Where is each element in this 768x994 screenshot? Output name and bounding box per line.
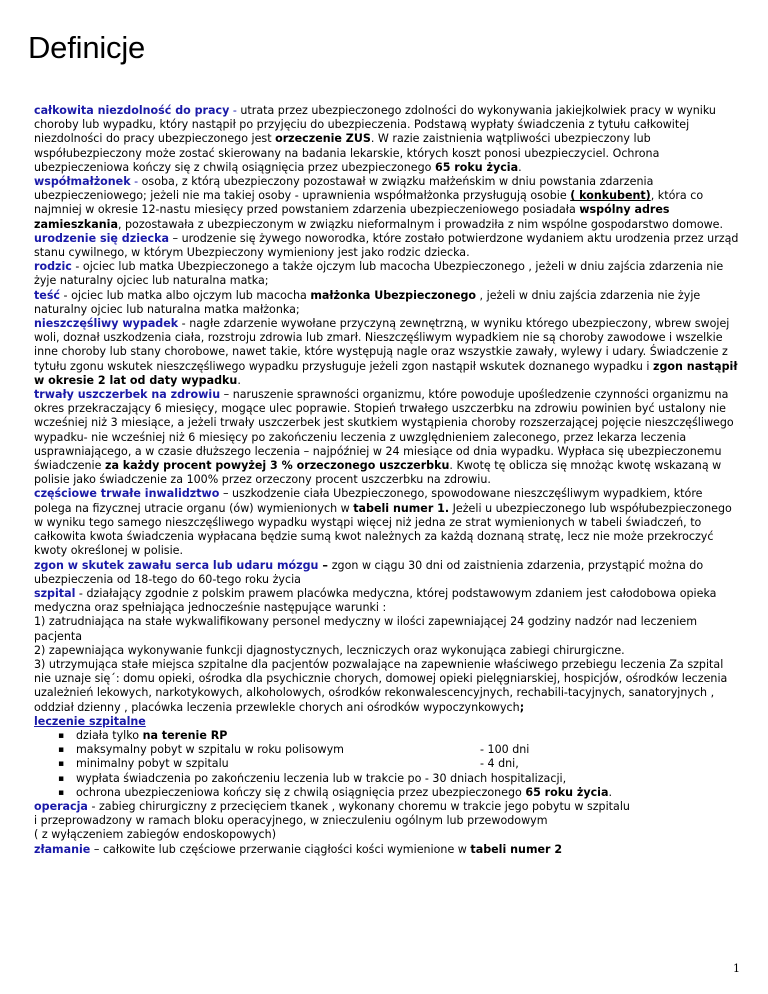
definition-tesc: teść - ojciec lub matka albo ojczym lub macocha małżonka Ubezpieczonego , jeżeli w dniu zajścia zdarzenia nie żyje naturalny ojciec lub naturalna matka małżonka; bbox=[34, 288, 701, 316]
definition-nieszczesliwy-wypadek: nieszczęśliwy wypadek - nagłe zdarzenie wywołane przyczyną zewnętrzną, w wyniku którego ubezpieczony, wbrew swojej woli, doznał uszkodzenia ciała, rozstroju zdrowia lub zmarł. Nieszczęśliwym wypadkiem nie są choroby zawodowe i wszelkie inne choroby lub stany chorobowe, nawet takie, które występują nagle oraz wszystkie zawały, wylewy i udary. Świadczenie z tytułu zgonu wskutek nieszczęśliwego wypadku przysługuje jeżeli zgon nastąpił wskutek doznanego wypadku i zgon nastąpił w okresie 2 lat od daty wypadku. bbox=[34, 317, 738, 387]
square-bullet-icon: ▪ bbox=[58, 745, 65, 756]
szpital-condition-3: 3) utrzymująca stałe miejsca szpitalne dla pacjentów pozwalające na zapewnienie właściwego przebiegu leczenia Za szpital nie uznaje się´: domu opieki, ośrodka dla psychicznie chorych, domowej opieki pielęgniarskiej, hospicjów, ośrodków leczenia uzależnień lekowych, narkotykowych, alkoholowych, ośrodków rekonwalescencyjnych, rechabili-tacyjnych, sanatoryjnych , oddział dzienny , placówka leczenia przewlekle chorych ani ośrodków wypoczynkowych; bbox=[34, 657, 728, 714]
leczenie-szpitalne-list bbox=[34, 729, 740, 800]
definition-trwaly-uszczerbek: trwały uszczerbek na zdrowiu – naruszenie sprawności organizmu, które powoduje upośledzenie czynności organizmu na okres przekraczający 6 miesięcy, mogące ulec poprawie. Stopień trwałego uszczerbku na zdrowiu powinien być ustalony nie wcześniej niż 3 miesiące, a jeżeli trwały uszczerbek jest skutkiem wystąpienia choroby rozszerzającej pojęcie nieszczęśliwego wypadku- nie wcześniej niż 6 miesięcy po zakończeniu leczenia z uwzględnieniem zaleconego, przez lekarza leczenia usprawniającego, a w czasie dłuższego leczenia – najpóźniej w 24 miesiące od dnia wypadku. Wypłaca się ubezpieczonemu świadczenie za każdy procent powyżej 3 % orzeczonego uszczerbku. Kwotę tę oblicza się mnożąc kwotę wskazaną w polisie jako świadczenie za 100% przez orzeczony procent uszczerbku na zdrowiu. bbox=[34, 388, 734, 487]
definition-zlamanie: złamanie – całkowite lub częściowe przerwanie ciągłości kości wymienione w tabeli numer 2 bbox=[34, 842, 563, 856]
definition-term: trwały uszczerbek na zdrowiu bbox=[34, 388, 221, 402]
definition-term: zgon w skutek zawału serca lub udaru mózgu bbox=[34, 558, 319, 572]
square-bullet-icon: ▪ bbox=[58, 773, 65, 784]
definition-czesciowe-inwalidztwo: częściowe trwałe inwalidztwo – uszkodzenie ciała Ubezpieczonego, spowodowane nieszczęśliwym wypadkiem, które polega na fizycznej utracie organu (ów) wymienionych w tabeli numer 1. Jeżeli u ubezpieczonego lub współubezpieczonego w wyniku tego samego nieszczęśliwego wypadku wystąpi więcej niż jedna ze strat wymienionych w tabeli świadczeń, to całkowita kwota świadczenia wypłacana będzie sumą kwot należnych za każdą doznaną stratę, lecz nie może przekroczyć kwoty określonej w polisie. bbox=[34, 487, 732, 558]
definition-term: leczenie szpitalne bbox=[34, 714, 146, 728]
definition-term: rodzic bbox=[34, 260, 72, 274]
definition-term: częściowe trwałe inwalidztwo bbox=[34, 487, 220, 501]
square-bullet-icon: ▪ bbox=[58, 730, 65, 741]
definition-operacja: operacja - zabieg chirurgiczny z przecięciem tkanek , wykonany choremu w trakcie jego pobytu w szpitalu bbox=[34, 799, 630, 813]
definition-zgon-zawal-udar: zgon w skutek zawału serca lub udaru mózgu – zgon w ciągu 30 dni od zaistnienia zdarzenia, przystąpić można do ubezpieczenia od 18-tego do 60-tego roku życia bbox=[34, 558, 704, 586]
definition-term: szpital bbox=[34, 586, 76, 600]
definitions-body bbox=[34, 104, 740, 857]
definition-term: nieszczęśliwy wypadek bbox=[34, 317, 179, 331]
definition-urodzenie-dziecka: urodzenie się dziecka – urodzenie się żywego noworodka, które zostało potwierdzone wydaniem aktu urodzenia przez urząd stanu cywilnego, w którym Ubezpieczony wymieniony jest jako rodzic dziecka. bbox=[34, 231, 739, 260]
definition-term: teść bbox=[34, 288, 61, 302]
operacja-line-3: ( z wyłączeniem zabiegów endoskopowych) bbox=[34, 828, 277, 842]
szpital-condition-2: 2) zapewniająca wykonywanie funkcji djagnostycznych, leczniczych oraz wykonująca zabiegi chirurgiczne. bbox=[34, 643, 625, 657]
definition-term: złamanie bbox=[34, 842, 91, 856]
square-bullet-icon: ▪ bbox=[58, 759, 65, 770]
page-number: 1 bbox=[733, 962, 740, 975]
definition-wspolmalzonek: współmałżonek - osoba, z którą ubezpieczony pozostawał w związku małżeńskim w dniu powstania zdarzenia ubezpieczeniowego; jeżeli nie ma takiej osoby - uprawnienia współmałżonka przysługują osobie ( konkubent), która co najmniej w okresie 12-nastu miesięcy przed powstaniem zdarzenia ubezpieczeniowego posiadała wspólny adres zamieszkania, pozostawała z ubezpieczonym w związku nieformalnym i prowadziła z nim wspólne gospodarstwo domowe. bbox=[34, 175, 724, 231]
page-title: Definicje bbox=[28, 30, 146, 65]
list-item: ▪ maksymalny pobyt w szpitalu w roku polisowym - 100 dni bbox=[58, 743, 530, 757]
square-bullet-icon: ▪ bbox=[58, 787, 65, 798]
definition-term: urodzenie się dziecka bbox=[34, 231, 169, 245]
definition-leczenie-szpitalne bbox=[34, 715, 740, 729]
definition-term: całkowita niezdolność do pracy bbox=[34, 104, 230, 117]
definition-term: operacja bbox=[34, 799, 88, 813]
definition-szpital: szpital - działający zgodnie z polskim prawem placówka medyczna, której podstawowym zdaniem jest całodobowa opieka medyczna oraz spełniająca jednocześnie następujące warunki : bbox=[34, 586, 717, 615]
list-item: ▪ wypłata świadczenia po zakończeniu leczenia lub w trakcie po - 30 dniach hospitalizacji, bbox=[58, 771, 567, 785]
szpital-condition-1: 1) zatrudniająca na stałe wykwalifikowany personel medyczny w ilości zapewniającej 24 godziny nadzór nad leczeniem pacjenta bbox=[34, 615, 697, 643]
definition-calkowita-niezdolnosc: całkowita niezdolność do pracy - utrata przez ubezpieczonego zdolności do wykonywania jakiejkolwiek pracy w wyniku choroby lub wypadku, który nastąpił po przyjęciu do ubezpieczenia. Podstawą wypłaty świadczenia z tytułu całkowitej niezdolności do pracy ubezpieczonego jest orzeczenie ZUS. W razie zaistnienia wątpliwości ubezpieczony lub współubezpieczony może zostać skierowany na badania lekarskie, których koszt ponosi ubezpieczyciel. Ochrona ubezpieczeniowa kończy się z chwilą osiągnięcia przez ubezpieczonego 65 roku życia. bbox=[34, 104, 716, 174]
operacja-line-2: i przeprowadzony w ramach bloku operacyjnego, w znieczuleniu ogólnym lub przewodowym bbox=[34, 814, 548, 828]
list-item: ▪ ochrona ubezpieczeniowa kończy się z chwilą osiągnięcia przez ubezpieczonego 65 roku życia. bbox=[58, 785, 612, 799]
list-item: ▪ działa tylko na terenie RP bbox=[58, 728, 228, 742]
definition-term: współmałżonek bbox=[34, 175, 131, 189]
list-item: ▪ minimalny pobyt w szpitalu - 4 dni, bbox=[58, 757, 519, 771]
definition-rodzic: rodzic - ojciec lub matka Ubezpieczonego a także ojczym lub macocha Ubezpieczonego , jeżeli w dniu zajścia zdarzenia nie żyje naturalny ojciec lub naturalna matka; bbox=[34, 260, 724, 288]
